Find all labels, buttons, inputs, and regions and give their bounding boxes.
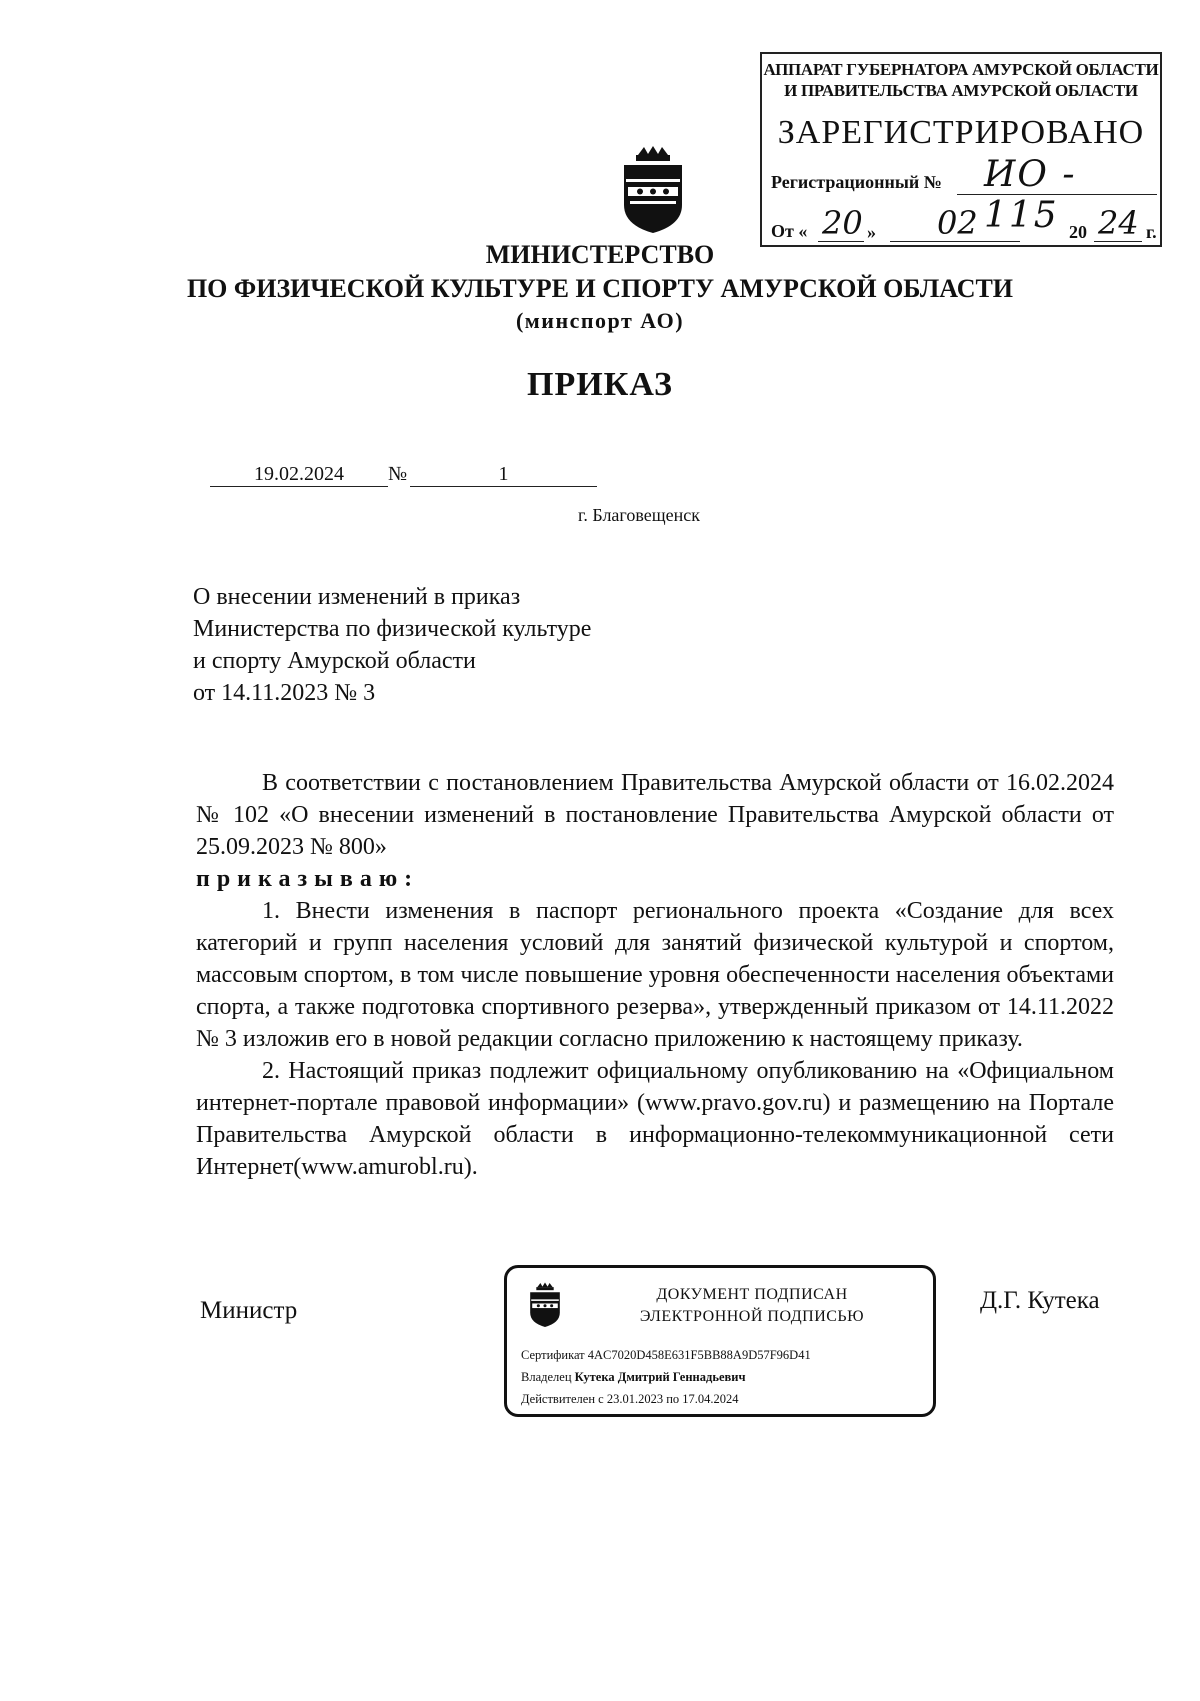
ministry-short-name: (минспорт АО) bbox=[515, 308, 685, 333]
stamp-org-line-2: И ПРАВИТЕЛЬСТВА АМУРСКОЙ ОБЛАСТИ bbox=[784, 81, 1138, 100]
ministry-title: МИНИСТЕРСТВО bbox=[485, 240, 715, 269]
esign-valid-from-prefix: с bbox=[598, 1392, 604, 1406]
esign-owner-value: Кутека Дмитрий Геннадьевич bbox=[574, 1370, 746, 1384]
ministry-subtitle: ПО ФИЗИЧЕСКОЙ КУЛЬТУРЕ И СПОРТУ АМУРСКОЙ ОБЛАСТИ bbox=[186, 274, 1014, 303]
stamp-regno-value: ИО - 115 bbox=[984, 154, 1077, 236]
doc-date: 19.02.2024 bbox=[254, 463, 344, 485]
signer-name: Д.Г. Кутека bbox=[980, 1287, 1100, 1314]
order-word: приказываю: bbox=[196, 866, 420, 892]
doc-city: г. Благовещенск bbox=[578, 505, 700, 525]
stamp-day: 20 bbox=[822, 204, 863, 242]
subject-block bbox=[193, 581, 591, 709]
body-block bbox=[196, 767, 1114, 1183]
doc-number-underline bbox=[410, 486, 597, 487]
order-item-2: 2. Настоящий приказ подлежит официальному опубликованию на «Официальном интернет-портале правовой информации» (www.pravo.gov.ru) и размещению на Портале Правительства Амурской области в информационно-телекоммуникационной сети Интернет(www.amurobl.ru). bbox=[196, 1058, 1114, 1180]
stamp-year-g: г. bbox=[1146, 222, 1157, 242]
subject-line: и спорту Амурской области bbox=[193, 648, 476, 674]
electronic-signature-stamp bbox=[504, 1265, 936, 1417]
body-preamble: В соответствии с постановлением Правительства Амурской области от 16.02.2024 № 102 «О внесении изменений в постановление Правительства Амурской области от 25.09.2023 № 800» bbox=[196, 770, 1114, 860]
esign-owner bbox=[521, 1370, 746, 1385]
document-type: ПРИКАЗ bbox=[527, 366, 673, 403]
coat-of-arms-icon bbox=[527, 1282, 563, 1333]
esign-valid-to-prefix: по bbox=[666, 1392, 680, 1406]
esign-title-line-2: ЭЛЕКТРОННОЙ ПОДПИСЬЮ bbox=[639, 1308, 865, 1325]
order-item-1: 1. Внести изменения в паспорт регионального проекта «Создание для всех категорий и групп населения условий для занятий физической культурой и спортом, массовым спортом, в том числе повышение уровня обеспеченности населения объектами спорта, а также подготовка спортивного резерва», утвержденный приказом от 14.11.2022 № 3 изложив его в новой редакции согласно приложению к настоящему приказу. bbox=[196, 898, 1114, 1052]
stamp-year-prefix: 20 bbox=[1069, 222, 1087, 242]
subject-line: О внесении изменений в приказ bbox=[193, 584, 521, 610]
stamp-date-label: От « bbox=[771, 221, 808, 241]
esign-valid-label: Действителен bbox=[521, 1392, 596, 1406]
stamp-quote-close: » bbox=[867, 222, 876, 242]
doc-number-label: № bbox=[388, 463, 408, 485]
stamp-org-line-1: АППАРАТ ГУБЕРНАТОРА АМУРСКОЙ ОБЛАСТИ bbox=[763, 60, 1159, 79]
esign-certificate bbox=[521, 1348, 811, 1363]
stamp-year-suffix: 24 bbox=[1098, 204, 1139, 242]
doc-date-underline bbox=[210, 486, 388, 487]
coat-of-arms-icon bbox=[618, 145, 688, 240]
esign-owner-label: Владелец bbox=[521, 1370, 572, 1384]
signer-title: Министр bbox=[200, 1297, 298, 1324]
esign-cert-value: 4AC7020D458E631F5BB88A9D57F96D41 bbox=[587, 1348, 811, 1362]
stamp-title: ЗАРЕГИСТРИРОВАНО bbox=[777, 114, 1145, 151]
esign-valid-from: 23.01.2023 bbox=[606, 1392, 664, 1406]
esign-cert-label: Сертификат bbox=[521, 1348, 585, 1362]
registration-stamp bbox=[760, 52, 1162, 247]
subject-line: Министерства по физической культуре bbox=[193, 616, 592, 642]
esign-valid-to: 17.04.2024 bbox=[682, 1392, 739, 1406]
esign-title-line-1: ДОКУМЕНТ ПОДПИСАН bbox=[656, 1286, 848, 1303]
stamp-month: 02 bbox=[937, 204, 978, 242]
stamp-regno-label: Регистрационный № bbox=[771, 172, 942, 192]
subject-line: от 14.11.2023 № 3 bbox=[193, 680, 376, 706]
esign-validity bbox=[521, 1392, 739, 1407]
doc-number: 1 bbox=[498, 463, 509, 485]
